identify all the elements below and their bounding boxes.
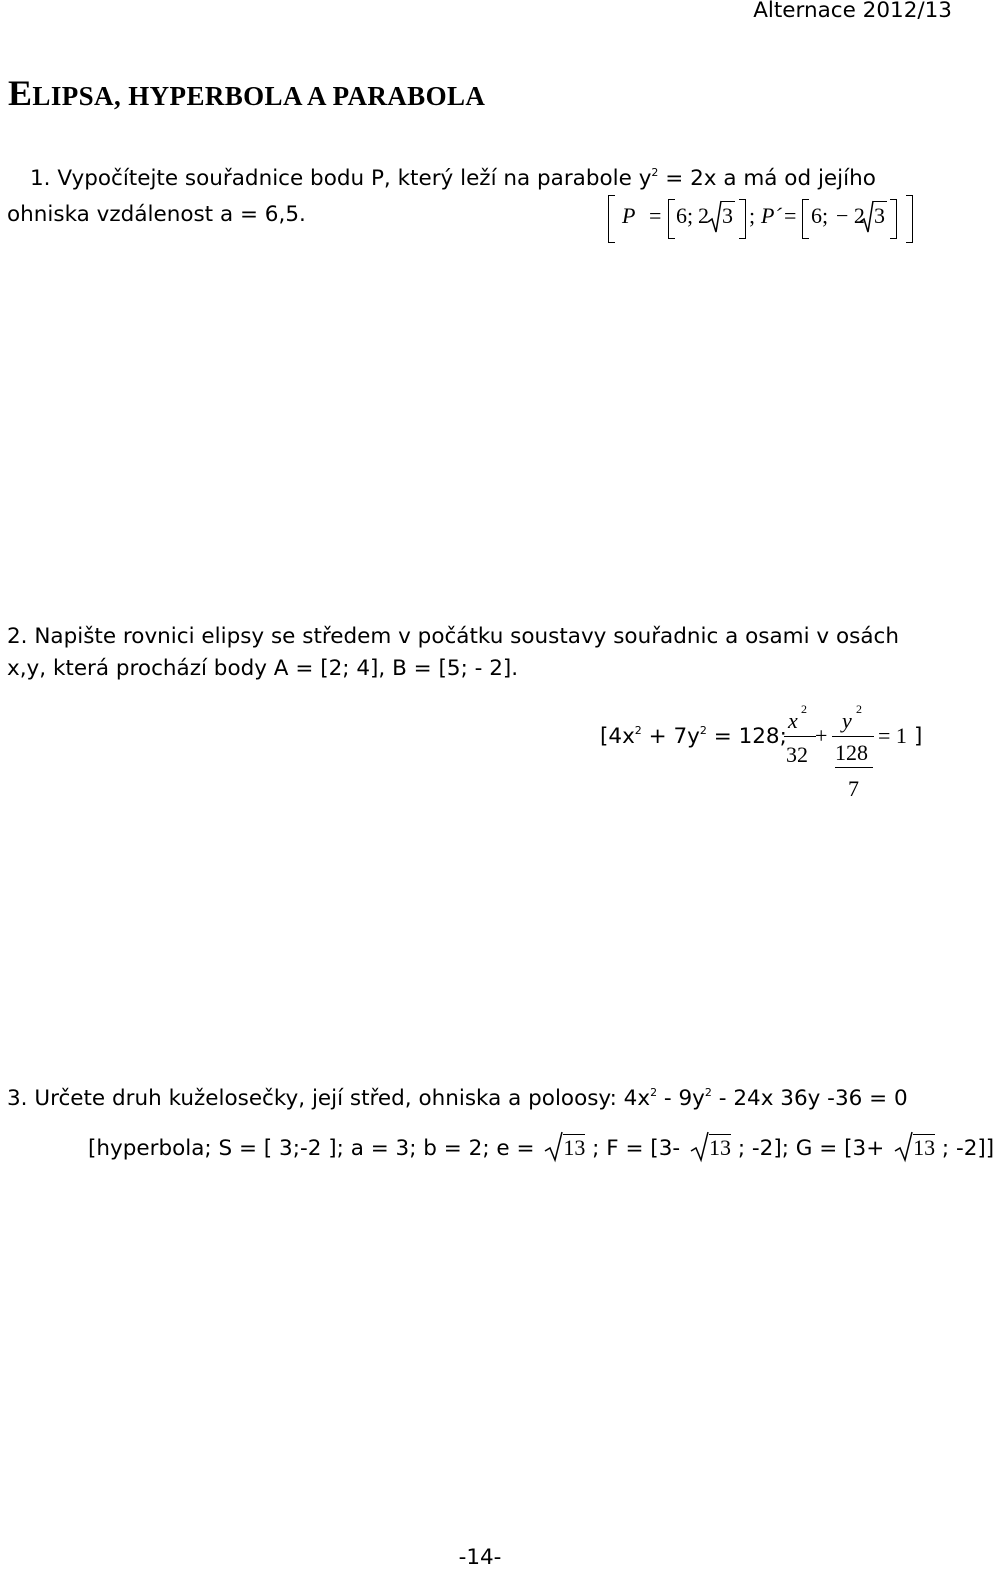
page-title xyxy=(8,72,485,114)
q1-answer xyxy=(588,193,933,243)
q3-text: - 24x 36y -36 = 0 xyxy=(711,1086,908,1111)
radicand: 13 xyxy=(708,1135,731,1160)
sqrt-sign xyxy=(895,1131,913,1163)
bracket-left xyxy=(668,199,675,239)
page-number: -14- xyxy=(458,1545,502,1570)
sqrt-sign xyxy=(860,200,874,236)
q3-text: 3. Určete druh kuželosečky, její střed, ohniska a poloosy: 4x xyxy=(7,1086,651,1111)
sqrt-13 xyxy=(541,1135,585,1161)
eq-part: [4x xyxy=(600,724,635,749)
bracket-close: ] xyxy=(914,724,923,749)
exponent: 2 xyxy=(650,1086,658,1099)
coord-x: 6; xyxy=(811,203,829,228)
exponent: 2 xyxy=(704,1086,712,1099)
numerator-x: x xyxy=(788,708,798,733)
sqrt-sign xyxy=(708,200,722,236)
exponent: 2 xyxy=(699,724,707,737)
denominator: 32 xyxy=(786,742,808,767)
answer-text: [hyperbola; S = [ 3;-2 ]; a = 3; b = 2; e = xyxy=(88,1136,535,1161)
outer-bracket-right xyxy=(906,195,913,243)
bracket-left xyxy=(802,199,809,239)
eq-part: + 7y xyxy=(641,724,700,749)
sqrt-bar xyxy=(873,201,887,202)
fraction-line xyxy=(832,736,874,737)
radicand: 13 xyxy=(563,1135,586,1160)
answer-text: ; -2]; G = [3+ xyxy=(737,1136,885,1161)
q2-line2: x,y, která prochází body A = [2; 4], B = [5; - 2]. xyxy=(7,656,519,681)
bracket-right xyxy=(890,199,897,239)
sqrt-sign xyxy=(545,1131,563,1163)
q1-exponent: 2 xyxy=(651,166,659,179)
separator: ; xyxy=(749,203,756,228)
answer-text: ; -2]] xyxy=(941,1136,994,1161)
q1-line1 xyxy=(30,166,876,191)
q2-answer xyxy=(600,700,940,810)
q3-answer xyxy=(88,1135,994,1161)
sqrt-bar xyxy=(721,201,735,202)
equals: = xyxy=(784,203,797,228)
exponent: 2 xyxy=(856,702,862,716)
point-p: P xyxy=(622,203,636,228)
eq-part: = 128; xyxy=(706,724,787,749)
exponent: 2 xyxy=(634,724,642,737)
denominator-denominator: 7 xyxy=(848,776,859,801)
sqrt-13 xyxy=(687,1135,731,1161)
exponent: 2 xyxy=(801,702,807,716)
title-rest: LIPSA, HYPERBOLA A PARABOLA xyxy=(32,81,486,111)
plus-sign: + xyxy=(815,723,828,748)
coeff: − 2 xyxy=(836,203,865,228)
q1-line2: ohniska vzdálenost a = 6,5. xyxy=(7,202,306,227)
equals: = xyxy=(649,203,662,228)
radicand: 3 xyxy=(722,203,733,228)
title-initial: E xyxy=(8,73,33,113)
outer-bracket-left xyxy=(608,195,615,243)
bracket-right xyxy=(739,199,746,239)
coeff: 2 xyxy=(698,203,709,228)
sqrt-13 xyxy=(891,1135,935,1161)
q3-text: - 9y xyxy=(657,1086,705,1111)
equals-one: = 1 xyxy=(878,723,907,748)
sqrt-sign xyxy=(691,1131,709,1163)
denominator-numerator: 128 xyxy=(835,740,868,765)
answer-text: ; F = [3- xyxy=(592,1136,681,1161)
q1-text: 1. Vypočítejte souřadnice bodu P, který leží na parabole y xyxy=(30,166,652,191)
q3-line xyxy=(7,1086,908,1111)
fraction-line xyxy=(784,736,816,737)
point-p-prime: P´ xyxy=(761,203,782,228)
q2-line1: 2. Napište rovnici elipsy se středem v počátku soustavy souřadnic a osami v osách xyxy=(7,624,899,649)
q1-text-end: = 2x a má od jejího xyxy=(658,166,876,191)
fraction-line xyxy=(835,767,873,768)
page-header: Alternace 2012/13 xyxy=(753,0,952,23)
radicand: 13 xyxy=(913,1135,936,1160)
numerator-y: y xyxy=(842,708,852,733)
radicand: 3 xyxy=(874,203,885,228)
coord-x: 6; xyxy=(676,203,694,228)
